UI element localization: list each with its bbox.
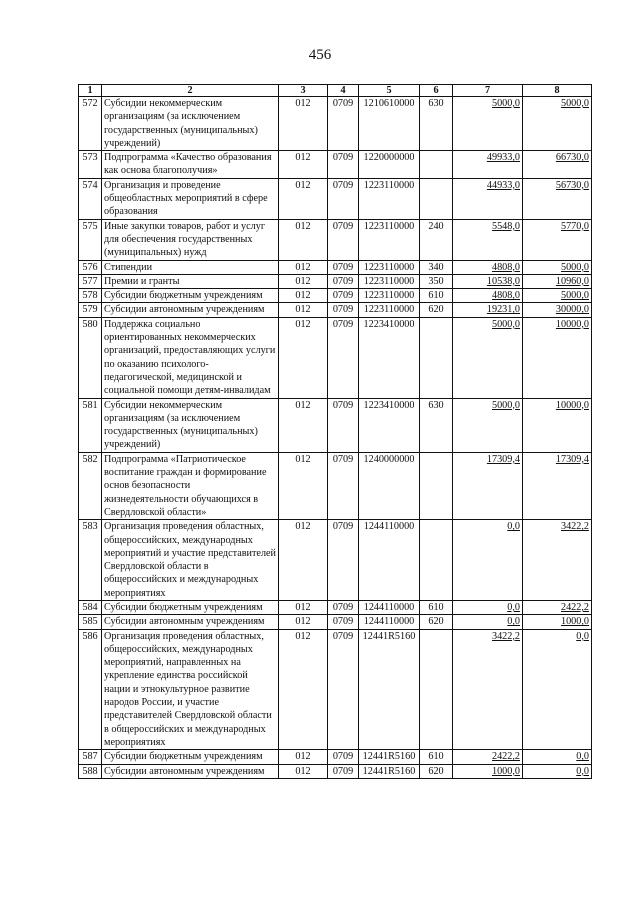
table-row — [79, 629, 592, 750]
amount-year-1 — [453, 750, 523, 764]
table-row — [79, 97, 592, 151]
amount-year-1-value: 4808,0 — [491, 261, 520, 273]
amount-year-1 — [453, 303, 523, 317]
amount-year-1 — [453, 260, 523, 274]
expense-type-code: 620 — [420, 615, 453, 629]
row-number: 584 — [79, 600, 102, 614]
target-article-code: 12441R5160 — [359, 629, 420, 750]
section-code: 0709 — [328, 274, 359, 288]
amount-year-2-value: 10000,0 — [555, 318, 589, 330]
amount-year-2-value: 1000,0 — [560, 616, 589, 628]
table-row — [79, 764, 592, 778]
amount-year-1-value: 19231,0 — [486, 304, 520, 316]
target-article-code: 1210610000 — [359, 97, 420, 151]
amount-year-1 — [453, 274, 523, 288]
amount-year-2 — [523, 750, 592, 764]
row-number: 586 — [79, 629, 102, 750]
expense-type-code: 240 — [420, 219, 453, 260]
amount-year-2-value: 5000,0 — [560, 290, 589, 302]
target-article-code: 1223110000 — [359, 260, 420, 274]
target-article-code: 1223410000 — [359, 317, 420, 398]
section-code: 0709 — [328, 615, 359, 629]
section-code: 0709 — [328, 520, 359, 601]
amount-year-2-value: 17309,4 — [555, 453, 589, 465]
amount-year-2 — [523, 600, 592, 614]
expense-type-code — [420, 452, 453, 519]
amount-year-2-value: 2422,2 — [560, 601, 589, 613]
amount-year-1-value: 44933,0 — [486, 179, 520, 191]
amount-year-2-value: 5770,0 — [560, 220, 589, 232]
target-article-code: 1223110000 — [359, 274, 420, 288]
ministry-code: 012 — [279, 97, 328, 151]
ministry-code: 012 — [279, 600, 328, 614]
expense-type-code: 340 — [420, 260, 453, 274]
ministry-code: 012 — [279, 750, 328, 764]
row-name: Субсидии автономным учреждениям — [102, 303, 279, 317]
expense-type-code — [420, 520, 453, 601]
amount-year-1-value: 0,0 — [507, 521, 520, 533]
ministry-code: 012 — [279, 317, 328, 398]
row-name: Организация проведения областных, общероссийских, международных мероприятий и участие представителей Свердловской области в общероссийских и международных мероприятиях — [102, 520, 279, 601]
section-code: 0709 — [328, 260, 359, 274]
amount-year-2 — [523, 219, 592, 260]
amount-year-2-value: 3422,2 — [560, 521, 589, 533]
table-header-row — [79, 85, 592, 97]
section-code: 0709 — [328, 629, 359, 750]
row-number: 572 — [79, 97, 102, 151]
row-name: Субсидии бюджетным учреждениям — [102, 750, 279, 764]
row-number: 574 — [79, 178, 102, 219]
amount-year-1-value: 4808,0 — [491, 290, 520, 302]
amount-year-2-value: 10960,0 — [555, 275, 589, 287]
row-name: Субсидии бюджетным учреждениям — [102, 600, 279, 614]
row-name: Премии и гранты — [102, 274, 279, 288]
table-row — [79, 398, 592, 452]
table-row — [79, 452, 592, 519]
amount-year-1-value: 49933,0 — [486, 152, 520, 164]
amount-year-1 — [453, 600, 523, 614]
amount-year-1 — [453, 219, 523, 260]
row-name: Подпрограмма «Качество образования как основа благополучия» — [102, 151, 279, 179]
target-article-code: 1244110000 — [359, 600, 420, 614]
target-article-code: 12441R5160 — [359, 764, 420, 778]
amount-year-1-value: 5000,0 — [491, 98, 520, 109]
row-name: Субсидии некоммерческим организациям (за исключением государственных (муниципальных) учреждений) — [102, 97, 279, 151]
expense-type-code — [420, 629, 453, 750]
expense-type-code: 630 — [420, 97, 453, 151]
amount-year-1-value: 5000,0 — [491, 399, 520, 411]
row-name: Субсидии бюджетным учреждениям — [102, 289, 279, 303]
amount-year-2 — [523, 151, 592, 179]
row-name: Субсидии некоммерческим организациям (за исключением государственных (муниципальных) учреждений) — [102, 398, 279, 452]
amount-year-2 — [523, 317, 592, 398]
column-header: 1 — [79, 85, 102, 97]
amount-year-1 — [453, 398, 523, 452]
ministry-code: 012 — [279, 151, 328, 179]
ministry-code: 012 — [279, 452, 328, 519]
target-article-code: 1223410000 — [359, 398, 420, 452]
row-number: 578 — [79, 289, 102, 303]
column-header: 5 — [359, 85, 420, 97]
amount-year-2-value: 66730,0 — [555, 152, 589, 164]
amount-year-1-value: 10538,0 — [486, 275, 520, 287]
row-name: Иные закупки товаров, работ и услуг для обеспечения государственных (муниципальных) нужд — [102, 219, 279, 260]
target-article-code: 1223110000 — [359, 303, 420, 317]
row-number: 583 — [79, 520, 102, 601]
table-body — [79, 97, 592, 779]
amount-year-2-value: 5000,0 — [560, 261, 589, 273]
expense-type-code: 630 — [420, 398, 453, 452]
expense-type-code: 620 — [420, 303, 453, 317]
target-article-code: 1220000000 — [359, 151, 420, 179]
table-row — [79, 750, 592, 764]
row-number: 587 — [79, 750, 102, 764]
amount-year-1 — [453, 452, 523, 519]
amount-year-2 — [523, 398, 592, 452]
table-row — [79, 289, 592, 303]
amount-year-1 — [453, 629, 523, 750]
amount-year-1-value: 0,0 — [507, 601, 520, 613]
row-name: Организация проведения областных, общероссийских, международных мероприятий, направленных на укрепление единства российской нации и этнокультурное развитие народов России, и участие представителей Свердловской области в общероссийских и международных мероприятиях — [102, 629, 279, 750]
target-article-code: 1240000000 — [359, 452, 420, 519]
table-row — [79, 303, 592, 317]
column-header: 6 — [420, 85, 453, 97]
row-name: Стипендии — [102, 260, 279, 274]
amount-year-1 — [453, 97, 523, 151]
row-number: 580 — [79, 317, 102, 398]
amount-year-2-value: 0,0 — [576, 765, 589, 777]
amount-year-2 — [523, 764, 592, 778]
row-name: Субсидии автономным учреждениям — [102, 764, 279, 778]
amount-year-1 — [453, 317, 523, 398]
table-row — [79, 615, 592, 629]
section-code: 0709 — [328, 600, 359, 614]
amount-year-1-value: 5548,0 — [491, 220, 520, 232]
row-name: Подпрограмма «Патриотическое воспитание граждан и формирование основ безопасности жизнедеятельности обучающихся в Свердловской области» — [102, 452, 279, 519]
page-number: 456 — [308, 47, 332, 63]
section-code: 0709 — [328, 97, 359, 151]
amount-year-1 — [453, 615, 523, 629]
expense-type-code: 610 — [420, 600, 453, 614]
amount-year-1 — [453, 178, 523, 219]
section-code: 0709 — [328, 303, 359, 317]
ministry-code: 012 — [279, 274, 328, 288]
ministry-code: 012 — [279, 629, 328, 750]
amount-year-1-value: 3422,2 — [491, 630, 520, 642]
ministry-code: 012 — [279, 178, 328, 219]
table-row — [79, 151, 592, 179]
amount-year-1 — [453, 764, 523, 778]
section-code: 0709 — [328, 750, 359, 764]
ministry-code: 012 — [279, 615, 328, 629]
ministry-code: 012 — [279, 219, 328, 260]
target-article-code: 1223110000 — [359, 289, 420, 303]
column-header: 3 — [279, 85, 328, 97]
expense-type-code: 620 — [420, 764, 453, 778]
table-row — [79, 520, 592, 601]
amount-year-2 — [523, 274, 592, 288]
section-code: 0709 — [328, 219, 359, 260]
row-number: 588 — [79, 764, 102, 778]
amount-year-1-value: 5000,0 — [491, 318, 520, 330]
target-article-code: 1244110000 — [359, 520, 420, 601]
amount-year-1-value: 2422,2 — [491, 751, 520, 763]
ministry-code: 012 — [279, 764, 328, 778]
expense-type-code — [420, 151, 453, 179]
amount-year-2-value: 56730,0 — [555, 179, 589, 191]
table-row — [79, 317, 592, 398]
row-name: Организация и проведение общеобластных мероприятий в сфере образования — [102, 178, 279, 219]
amount-year-2 — [523, 303, 592, 317]
row-number: 576 — [79, 260, 102, 274]
section-code: 0709 — [328, 764, 359, 778]
expense-type-code: 610 — [420, 750, 453, 764]
table-row — [79, 178, 592, 219]
amount-year-2 — [523, 615, 592, 629]
table-row — [79, 600, 592, 614]
section-code: 0709 — [328, 317, 359, 398]
amount-year-2 — [523, 629, 592, 750]
expense-type-code: 610 — [420, 289, 453, 303]
expense-type-code — [420, 317, 453, 398]
amount-year-1-value: 1000,0 — [491, 765, 520, 777]
amount-year-2 — [523, 520, 592, 601]
amount-year-1 — [453, 151, 523, 179]
row-number: 577 — [79, 274, 102, 288]
column-header: 8 — [523, 85, 592, 97]
ministry-code: 012 — [279, 303, 328, 317]
amount-year-1 — [453, 289, 523, 303]
table-row — [79, 260, 592, 274]
amount-year-2-value: 0,0 — [576, 751, 589, 763]
section-code: 0709 — [328, 452, 359, 519]
column-header: 7 — [453, 85, 523, 97]
ministry-code: 012 — [279, 398, 328, 452]
row-number: 585 — [79, 615, 102, 629]
amount-year-1-value: 17309,4 — [486, 453, 520, 465]
row-number: 582 — [79, 452, 102, 519]
section-code: 0709 — [328, 178, 359, 219]
target-article-code: 1244110000 — [359, 615, 420, 629]
row-number: 573 — [79, 151, 102, 179]
ministry-code: 012 — [279, 289, 328, 303]
row-name: Поддержка социально ориентированных некоммерческих организаций, предоставляющих услуги по оказанию психолого-педагогической, медицинской и социальной помощи детям-инвалидам — [102, 317, 279, 398]
section-code: 0709 — [328, 289, 359, 303]
table-row — [79, 219, 592, 260]
target-article-code: 12441R5160 — [359, 750, 420, 764]
budget-table — [78, 84, 592, 779]
target-article-code: 1223110000 — [359, 178, 420, 219]
amount-year-2 — [523, 452, 592, 519]
amount-year-2-value: 0,0 — [576, 630, 589, 642]
ministry-code: 012 — [279, 520, 328, 601]
row-number: 581 — [79, 398, 102, 452]
amount-year-2-value: 10000,0 — [555, 399, 589, 411]
table-row — [79, 274, 592, 288]
expense-type-code: 350 — [420, 274, 453, 288]
amount-year-1-value: 0,0 — [507, 616, 520, 628]
amount-year-2-value: 5000,0 — [560, 98, 589, 109]
column-header: 4 — [328, 85, 359, 97]
row-number: 579 — [79, 303, 102, 317]
target-article-code: 1223110000 — [359, 219, 420, 260]
section-code: 0709 — [328, 151, 359, 179]
section-code: 0709 — [328, 398, 359, 452]
column-header: 2 — [102, 85, 279, 97]
row-name: Субсидии автономным учреждениям — [102, 615, 279, 629]
amount-year-2-value: 30000,0 — [555, 304, 589, 316]
ministry-code: 012 — [279, 260, 328, 274]
amount-year-2 — [523, 97, 592, 151]
amount-year-2 — [523, 178, 592, 219]
amount-year-2 — [523, 289, 592, 303]
expense-type-code — [420, 178, 453, 219]
amount-year-1 — [453, 520, 523, 601]
amount-year-2 — [523, 260, 592, 274]
row-number: 575 — [79, 219, 102, 260]
